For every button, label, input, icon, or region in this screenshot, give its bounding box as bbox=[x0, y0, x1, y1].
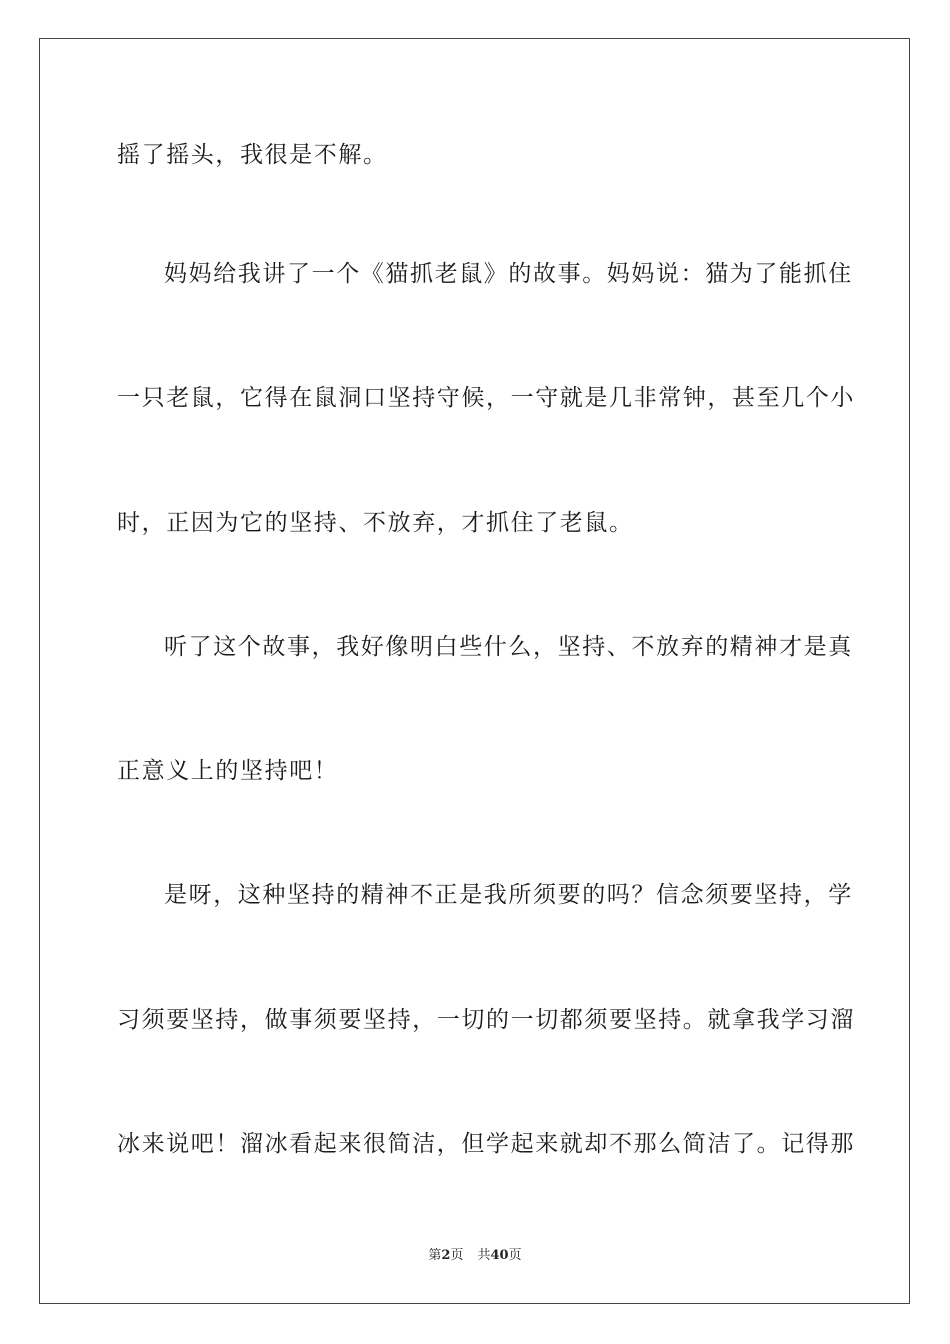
footer-total-suffix: 页 bbox=[508, 1248, 522, 1263]
text-line-7: 是呀，这种坚持的精神不正是我所须要的吗？信念须要坚持，学 bbox=[164, 882, 853, 908]
footer-total-prefix: 共 bbox=[477, 1248, 491, 1263]
text-line-3: 一只老鼠，它得在鼠洞口坚持守候，一守就是几非常钟，甚至几个小 bbox=[117, 385, 855, 411]
text-line-8: 习须要坚持，做事须要坚持，一切的一切都须要坚持。就拿我学习溜 bbox=[117, 1007, 855, 1033]
footer-page-prefix: 第 bbox=[428, 1248, 442, 1263]
page-footer bbox=[0, 1247, 950, 1265]
text-line-9: 冰来说吧！溜冰看起来很简洁，但学起来就却不那么简洁了。记得那 bbox=[117, 1131, 855, 1157]
footer-total-pages: 40 bbox=[490, 1248, 509, 1263]
text-line-5: 听了这个故事，我好像明白些什么，坚持、不放弃的精神才是真 bbox=[164, 634, 853, 660]
footer-page-number: 2 bbox=[441, 1248, 451, 1263]
text-line-6: 正意义上的坚持吧！ bbox=[117, 758, 339, 784]
text-line-1: 摇了摇头，我很是不解。 bbox=[117, 142, 388, 168]
footer-page-suffix: 页 bbox=[450, 1248, 464, 1263]
page-border bbox=[39, 38, 910, 1304]
text-line-2: 妈妈给我讲了一个《猫抓老鼠》的故事。妈妈说：猫为了能抓住 bbox=[164, 261, 853, 287]
text-line-4: 时，正因为它的坚持、不放弃，才抓住了老鼠。 bbox=[117, 510, 634, 536]
